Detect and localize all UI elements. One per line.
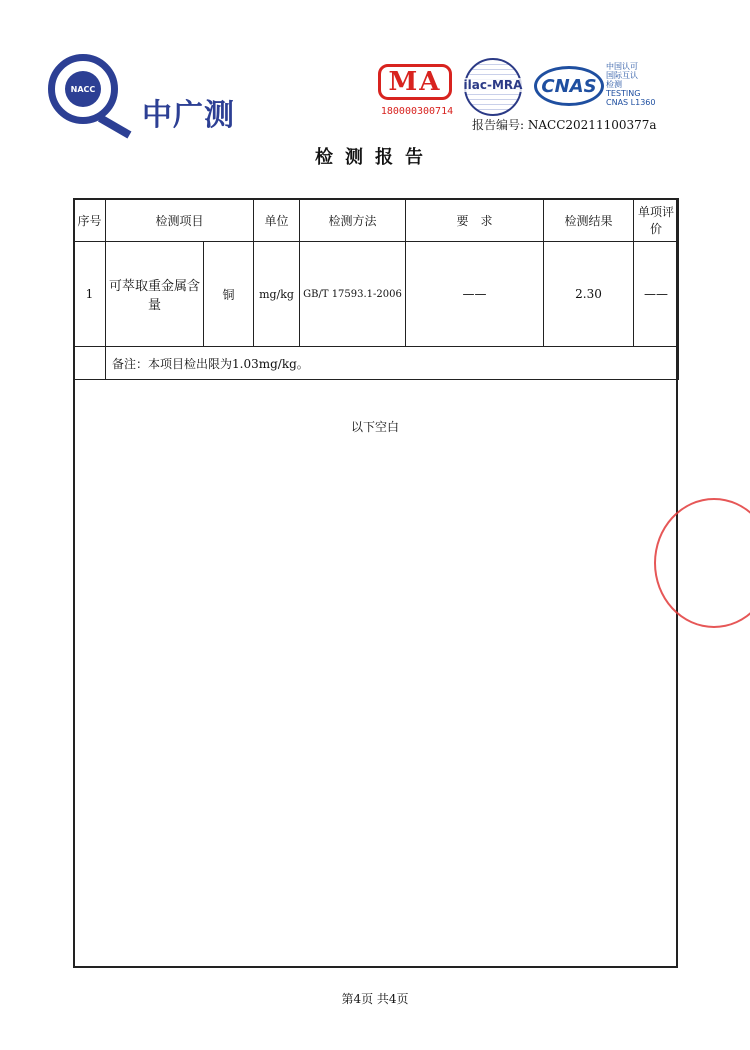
cell-item: 可萃取重金属含量: [106, 242, 204, 347]
cell-method: GB/T 17593.1-2006: [300, 242, 406, 347]
report-number: [472, 116, 657, 133]
logo-ring-icon: [48, 54, 118, 124]
note-spacer: [74, 347, 106, 380]
header-evaluation: 单项评价: [634, 199, 679, 242]
cell-evaluation: ——: [634, 242, 679, 347]
cnas-mark: [534, 62, 684, 112]
logo-badge: NACC: [65, 71, 101, 107]
company-name: 中广测: [142, 98, 235, 133]
results-table: [73, 198, 679, 380]
page-title: 检测报告: [315, 147, 435, 168]
cnas-line: 检测: [606, 80, 622, 89]
cnas-logo: CNAS: [534, 66, 604, 106]
cell-result: 2.30: [544, 242, 634, 347]
cma-logo-icon: MA: [378, 64, 452, 100]
note-text: 备注：本项目检出限为1.03mg/kg。: [106, 347, 679, 380]
logo-tail-icon: [98, 115, 131, 139]
header-method: 检测方法: [300, 199, 406, 242]
header-requirement: 要 求: [406, 199, 544, 242]
cnas-line: TESTING: [606, 89, 641, 98]
header-result: 检测结果: [544, 199, 634, 242]
cnas-line: 国际互认: [606, 71, 638, 80]
header-unit: 单位: [254, 199, 300, 242]
table-header-row: [74, 199, 679, 242]
note-row: [74, 347, 679, 380]
cma-mark: [378, 64, 456, 117]
ilac-mark: [460, 58, 526, 118]
cnas-line: CNAS L1360: [606, 98, 656, 107]
page-number: 第4页 共4页: [341, 992, 409, 1006]
blank-marker: 以下空白: [350, 420, 399, 434]
cnas-line: 中国认可: [606, 62, 638, 71]
cell-seq: 1: [74, 242, 106, 347]
cell-unit: mg/kg: [254, 242, 300, 347]
company-logo: [42, 50, 272, 135]
header-seq: 序号: [74, 199, 106, 242]
cell-requirement: ——: [406, 242, 544, 347]
report-number-label: 报告编号:: [472, 118, 525, 132]
header-item: 检测项目: [106, 199, 254, 242]
report-number-value: NACC20211100377a: [527, 118, 657, 132]
cma-number: 180000300714: [380, 106, 454, 117]
table-row: [74, 242, 679, 347]
ilac-label: ilac-MRA: [460, 78, 526, 92]
cell-sub-item: 铜: [204, 242, 254, 347]
cnas-caption: [606, 62, 655, 107]
